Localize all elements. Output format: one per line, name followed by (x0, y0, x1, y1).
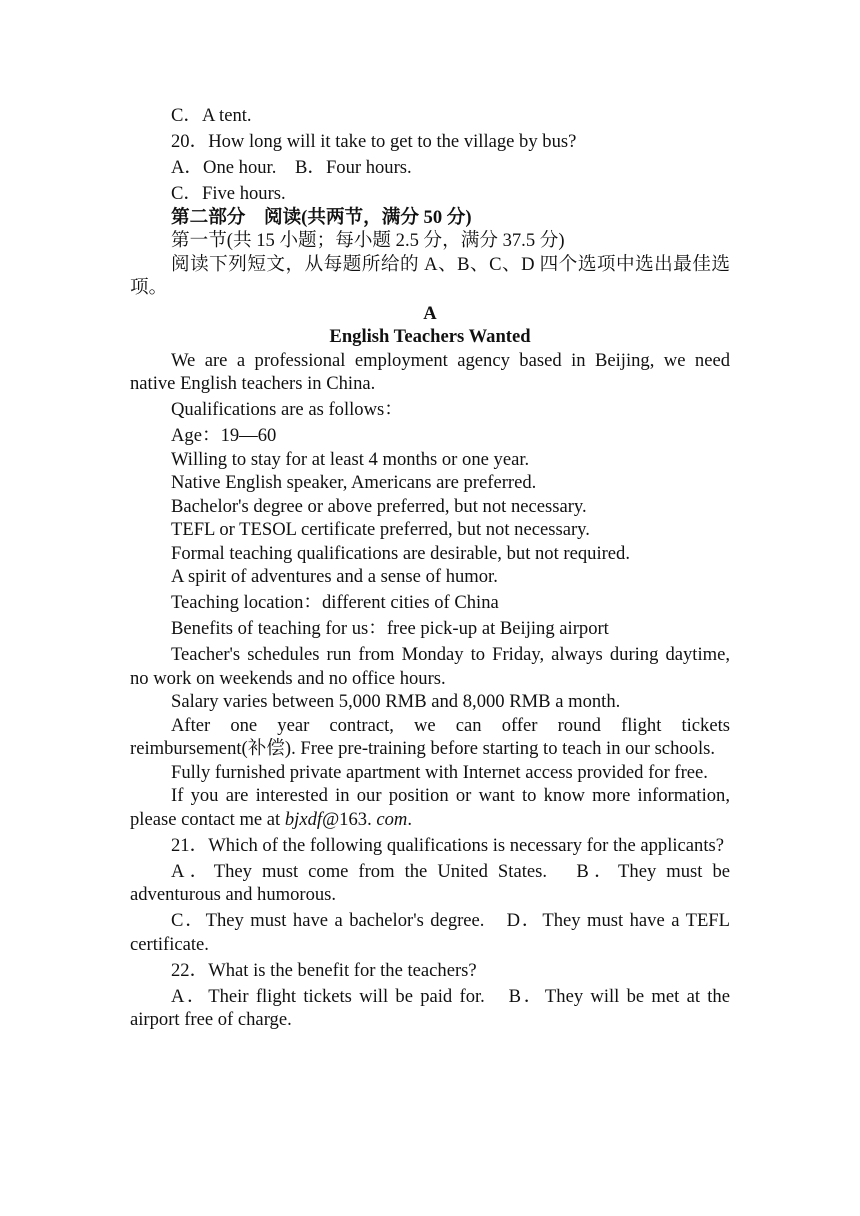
qualification-age: Age：19—60 (171, 425, 277, 446)
contact-email-user: bjxdf (284, 808, 323, 830)
apartment-info: Fully furnished private apartment with Internet access provided for free. (171, 761, 708, 783)
contact-email-at: @163. (322, 808, 377, 830)
q21-stem: 21．Which of the following qualifications is necessary for the applicants? (171, 834, 725, 856)
passage-title: English Teachers Wanted (329, 326, 531, 347)
salary-info: Salary varies between 5,000 RMB and 8,000 RMB a month. (171, 691, 621, 712)
contact-email-domain: com (376, 808, 408, 830)
qualifications-intro: Qualifications are as follows： (171, 399, 403, 420)
q22-stem: 22．What is the benefit for the teachers? (171, 959, 477, 981)
q20-stem: 20．How long will it take to get to the village by bus? (171, 131, 577, 152)
part2-heading: 第二部分 阅读(共两节，满分 50 分) (171, 206, 472, 228)
teaching-benefits: Benefits of teaching for us：free pick-up at Beijing airport (171, 618, 609, 639)
qualification-stay: Willing to stay for at least 4 months or one year. (171, 448, 530, 470)
q21-options-ab: A．They must come from the United States. B．They must be adventurous and humorous. (130, 860, 730, 905)
qualification-formal: Formal teaching qualifications are desirable, but not required. (171, 542, 631, 564)
section1-heading: 第一节(共 15 小题；每小题 2.5 分，满分 37.5 分) (171, 230, 565, 251)
passage-intro: We are a professional employment agency based in Beijing, we need native English teachers in China. (130, 349, 730, 394)
q19-option-c: C．A tent. (171, 105, 252, 126)
q20-option-c: C．Five hours. (171, 183, 286, 204)
qualification-degree: Bachelor's degree or above preferred, but not necessary. (171, 495, 587, 517)
q20-options-ab: A．One hour. B．Four hours. (171, 157, 412, 178)
contact-info (130, 784, 730, 831)
qualification-tefl: TEFL or TESOL certificate preferred, but not necessary. (171, 519, 590, 540)
qualification-spirit: A spirit of adventures and a sense of humor. (171, 566, 498, 587)
reading-instruction: 阅读下列短文，从每题所给的 A、B、C、D 四个选项中选出最佳选项。 (130, 253, 730, 298)
teacher-schedule: Teacher's schedules run from Monday to Friday, always during daytime, no work on weekends and no office hours. (130, 644, 730, 689)
teaching-location: Teaching location：different cities of China (171, 592, 499, 613)
exam-page (130, 104, 730, 1032)
q21-options-cd: C．They must have a bachelor's degree. D．They must have a TEFL certificate. (130, 910, 730, 955)
contact-end: . (407, 808, 413, 830)
contact-text: If you are interested in our position or want to know more information, please contact me at (130, 785, 730, 830)
qualification-native: Native English speaker, Americans are preferred. (171, 472, 537, 493)
passage-label: A (423, 302, 437, 324)
q22-options-ab: A．Their flight tickets will be paid for. B．They will be met at the airport free of charge. (130, 985, 730, 1030)
contract-info: After one year contract, we can offer round flight tickets reimbursement(补偿). Free pre-training before starting to teach in our schools. (130, 714, 730, 759)
